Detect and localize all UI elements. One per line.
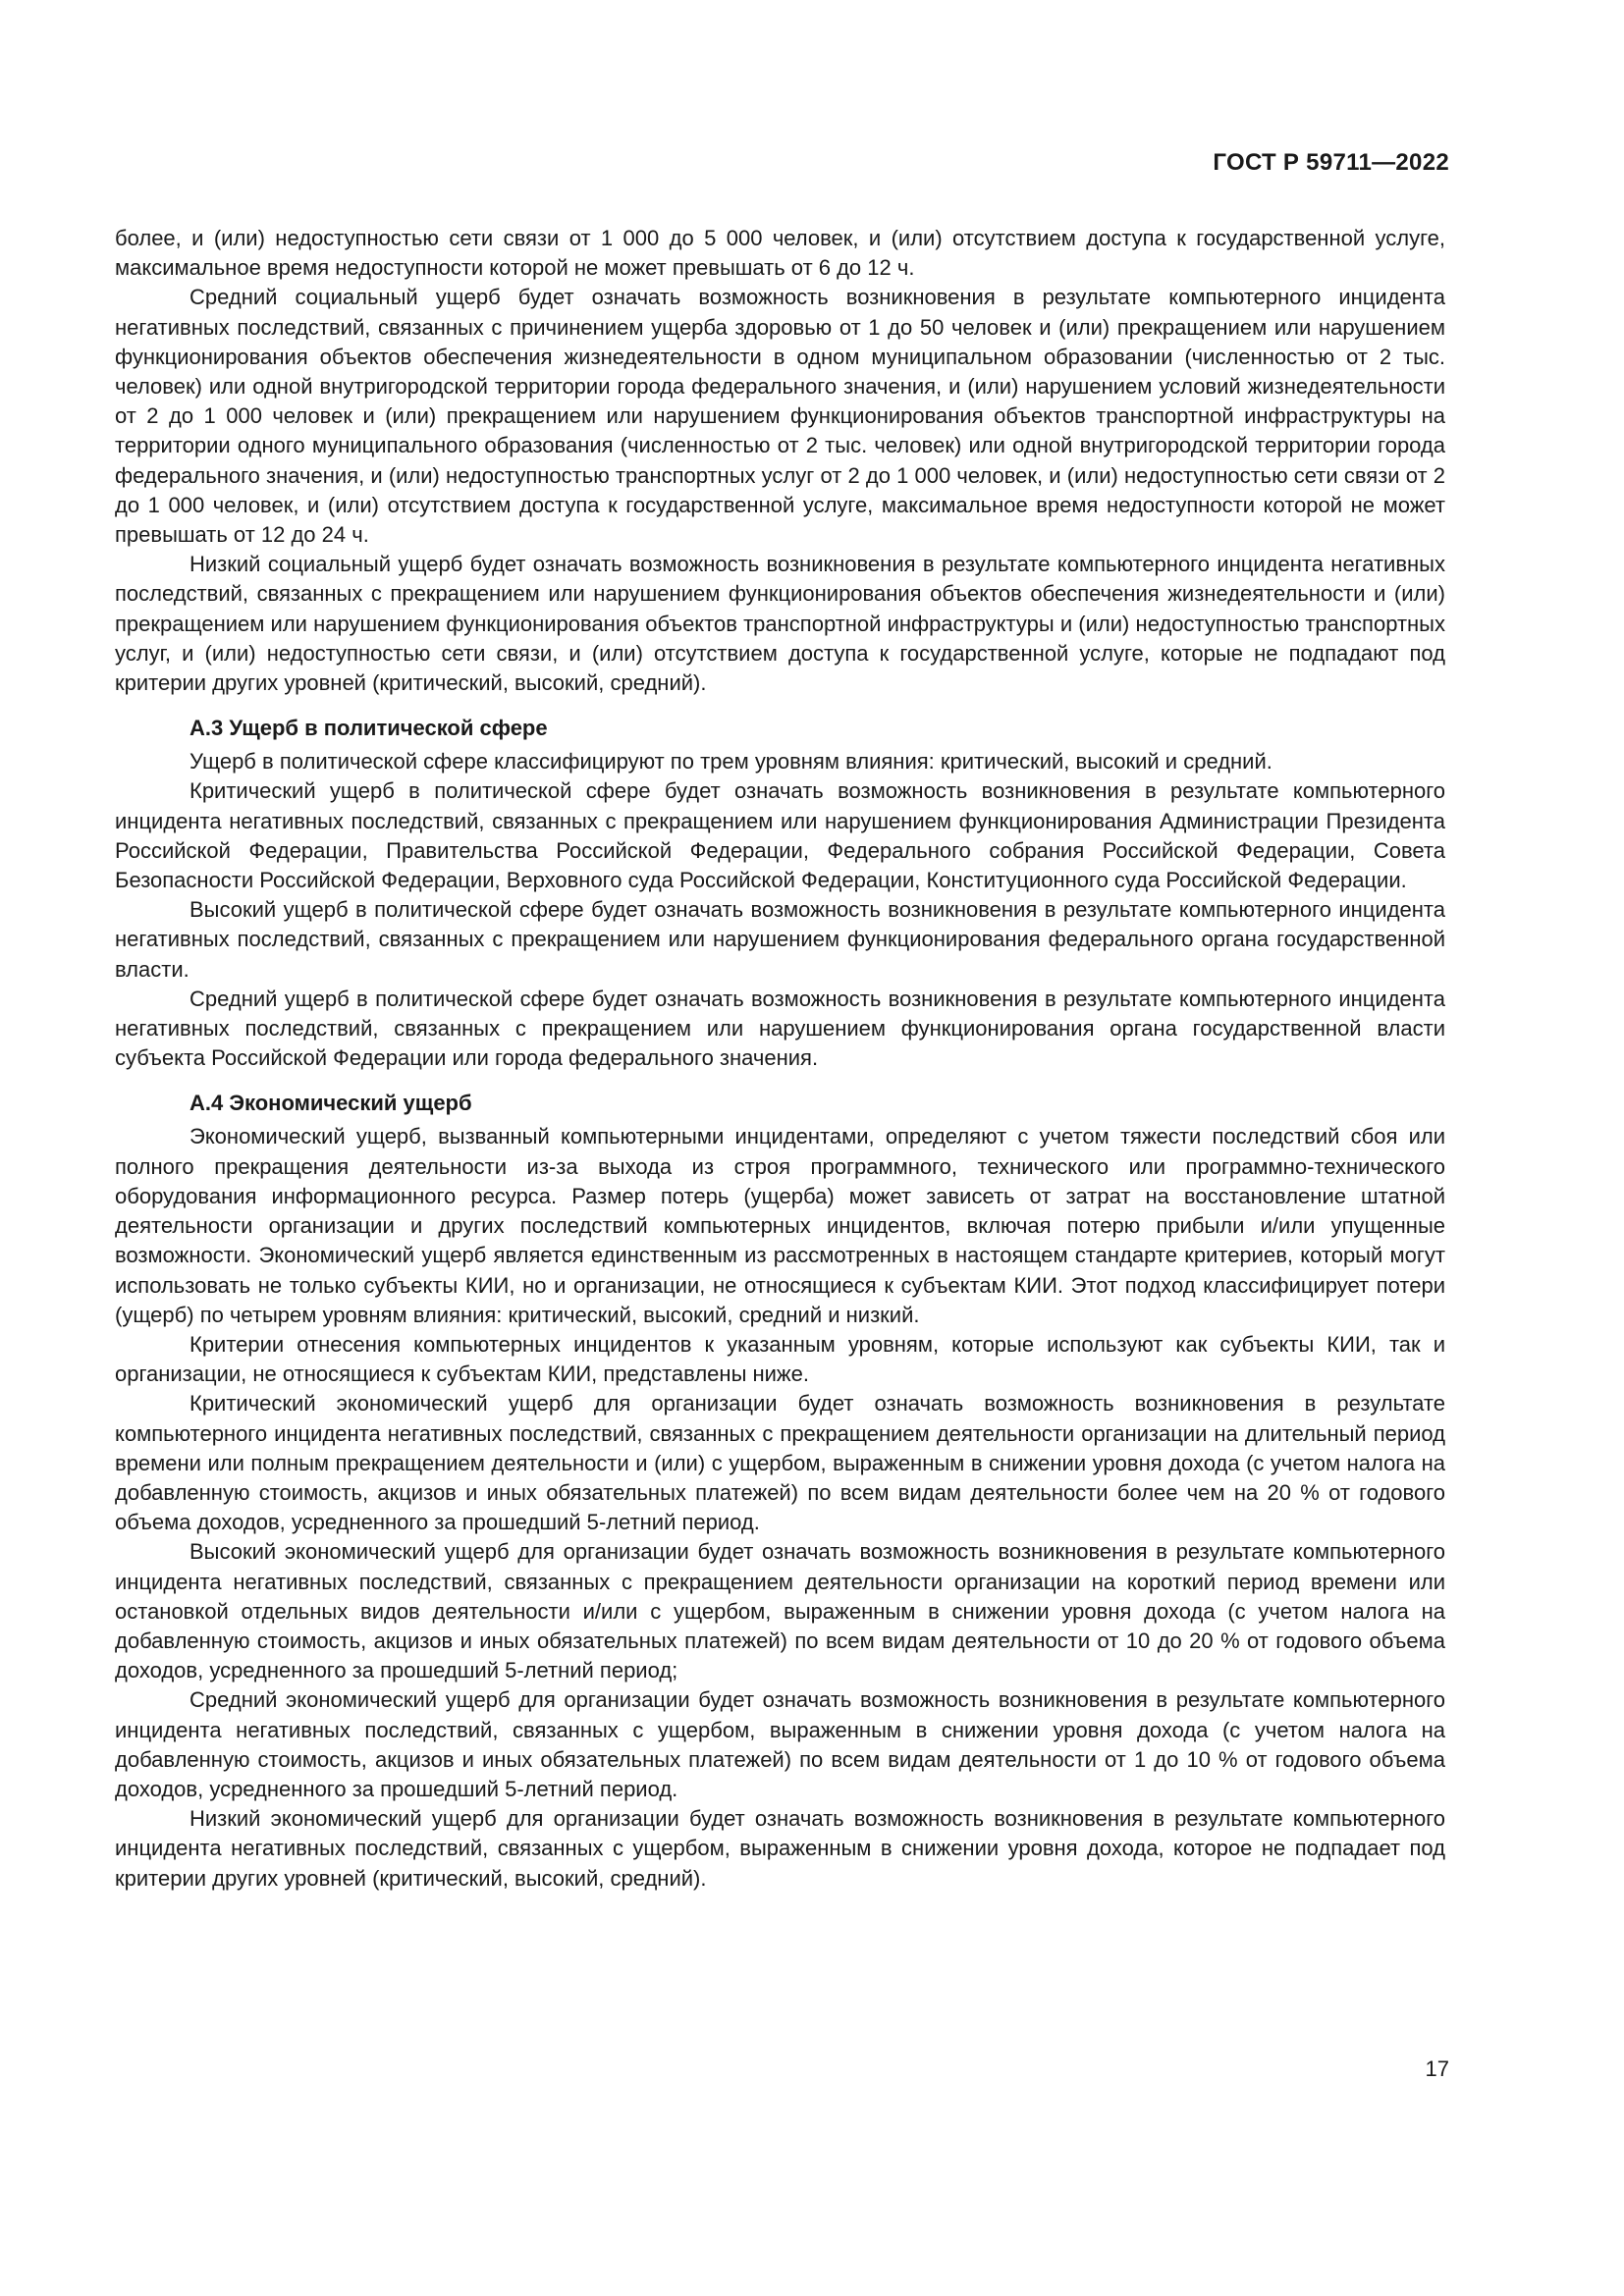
paragraph-political-levels: Ущерб в политической сфере классифицируют по трем уровням влияния: критический, высокий и средний. xyxy=(189,749,1272,774)
paragraph-political-high: Высокий ущерб в политической сфере будет означать возможность возникновения в результате компьютерного инцидента негативных последствий, связанных с прекращением или нарушением функционирования федерального органа государственной власти. xyxy=(115,897,1445,982)
paragraph-economic-intro: Экономический ущерб, вызванный компьютерными инцидентами, определяют с учетом тяжести последствий сбоя или полного прекращения деятельности из-за выхода из строя программного, технического или программно-технического оборудования информационного ресурса. Размер потерь (ущерба) может зависеть от затрат на восстановление штатной деятельности организации и других последствий компьютерных инцидентов, включая потерю прибыли и/или упущенные возможности. Экономический ущерб является единственным из рассмотренных в настоящем стандарте критериев, который могут использовать не только субъекты КИИ, но и организации, не относящиеся к субъектам КИИ. Этот подход классифицирует потери (ущерб) по четырем уровням влияния: критический, высокий, средний и низкий. xyxy=(115,1124,1445,1327)
paragraph-political-medium: Средний ущерб в политической сфере будет означать возможность возникновения в результате компьютерного инцидента негативных последствий, связанных с прекращением или нарушением функционирования органа государственной власти субъекта Российской Федерации или города федерального значения. xyxy=(115,986,1445,1071)
section-a3-title: А.3 Ущерб в политической сфере xyxy=(189,716,548,741)
paragraph-economic-low: Низкий экономический ущерб для организации будет означать возможность возникновения в результате компьютерного инцидента негативных последствий, связанных с ущербом, выраженным в снижении уровня дохода, которое не подпадает под критерии других уровней (критический, высокий, средний). xyxy=(115,1806,1445,1891)
paragraph-economic-high: Высокий экономический ущерб для организации будет означать возможность возникновения в результате компьютерного инцидента негативных последствий, связанных с прекращением деятельности организации на короткий период времени или остановкой отдельных видов деятельности и/или с ущербом, выраженным в снижении уровня дохода (с учетом налога на добавленную стоимость, акцизов и иных обязательных платежей) по всем видам деятельности от 10 до 20 % от годового объема доходов, усредненного за прошедший 5-летний период; xyxy=(115,1539,1445,1683)
section-a4-title: А.4 Экономический ущерб xyxy=(189,1091,472,1116)
document-code: ГОСТ Р 59711—2022 xyxy=(1213,149,1449,176)
paragraph-political-critical: Критический ущерб в политической сфере будет означать возможность возникновения в результате компьютерного инцидента негативных последствий, связанных с прекращением или нарушением функционирования Администрации Президента Российской Федерации, Правительства Российской Федерации, Федерального собрания Российской Федерации, Совета Безопасности Российской Федерации, Верховного суда Российской Федерации, Конституционного суда Российской Федерации. xyxy=(115,778,1445,893)
paragraph-economic-medium: Средний экономический ущерб для организации будет означать возможность возникновения в результате компьютерного инцидента негативных последствий, связанных с ущербом, выраженным в снижении уровня дохода (с учетом налога на добавленную стоимость, акцизов и иных обязательных платежей) по всем видам деятельности от 1 до 10 % от годового объема доходов, усредненного за прошедший 5-летний период. xyxy=(115,1687,1445,1801)
paragraph-economic-criteria: Критерии отнесения компьютерных инцидентов к указанным уровням, которые используют как субъекты КИИ, так и организации, не относящиеся к субъектам КИИ, представлены ниже. xyxy=(115,1331,1445,1387)
paragraph-continuation: более, и (или) недоступностью сети связи от 1 000 до 5 000 человек, и (или) отсутствием доступа к государственной услуге, максимальное время недоступности которой не может превышать от 6 до 12 ч. xyxy=(115,226,1445,281)
paragraph-low-social-damage: Низкий социальный ущерб будет означать возможность возникновения в результате компьютерного инцидента негативных последствий, связанных с прекращением или нарушением функционирования объектов обеспечения жизнедеятельности и (или) прекращением или нарушением функционирования объектов транспортной инфраструктуры и (или) недоступностью транспортных услуг, и (или) недоступностью сети связи, и (или) отсутствием доступа к государственной услуге, которые не подпадают под критерии других уровней (критический, высокий, средний). xyxy=(115,552,1445,696)
paragraph-economic-critical: Критический экономический ущерб для организации будет означать возможность возникновения в результате компьютерного инцидента негативных последствий, связанных с прекращением деятельности организации на длительный период времени или полным прекращением деятельности и (или) с ущербом, выраженным в снижении уровня дохода (с учетом налога на добавленную стоимость, акцизов и иных обязательных платежей) по всем видам деятельности более чем на 20 % от годового объема доходов, усредненного за прошедший 5-летний период. xyxy=(115,1391,1445,1535)
document-body xyxy=(115,224,1445,1894)
page-number: 17 xyxy=(1425,2056,1449,2081)
paragraph-medium-social-damage: Средний социальный ущерб будет означать возможность возникновения в результате компьютерного инцидента негативных последствий, связанных с причинением ущерба здоровью от 1 до 50 человек и (или) прекращением или нарушением функционирования объектов обеспечения жизнедеятельности в одном муниципальном образовании (численностью от 2 тыс. человек) или одной внутригородской территории города федерального значения, и (или) нарушением условий жизнедеятельности от 2 до 1 000 человек и (или) прекращением или нарушением функционирования объектов транспортной инфраструктуры на территории одного муниципального образования (численностью от 2 тыс. человек) или одной внутригородской территории города федерального значения, и (или) недоступностью транспортных услуг от 2 до 1 000 человек, и (или) недоступностью сети связи от 2 до 1 000 человек, и (или) отсутствием доступа к государственной услуге, максимальное время недоступности которой не может превышать от 12 до 24 ч. xyxy=(115,285,1445,548)
